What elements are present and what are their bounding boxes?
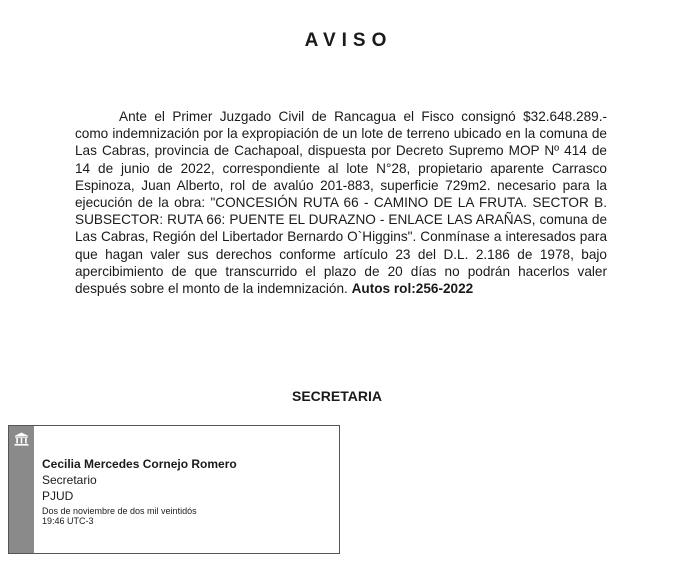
notice-body xyxy=(75,108,607,297)
signature-time: 19:46 UTC-3 xyxy=(42,516,94,526)
institution-icon xyxy=(14,432,29,446)
notice-title: AVISO xyxy=(304,30,393,51)
signer-name: Cecilia Mercedes Cornejo Romero xyxy=(42,457,237,471)
notice-paragraph: Ante el Primer Juzgado Civil de Rancagua el Fisco consignó $32.648.289.- como indemnización por la expropiación de un lote de terreno ubicado en la comuna de Las Cabras, provincia de Cachapoal, dispuesta por Decreto Supremo MOP Nº 414 de 14 de junio de 2022, correspondiente al lote N°28, propietario aparente Carrasco Espinoza, Juan Alberto, rol de avalúo 201-883, superficie 729m2. necesario para la ejecución de la obra: "CONCESIÓN RUTA 66 - CAMINO DE LA FRUTA. SECTOR B. SUBSECTOR: RUTA 66: PUENTE EL DURAZNO - ENLACE LAS ARAÑAS, comuna de Las Cabras, Región del Libertador Bernardo O`Higgins". Conmínase a interesados para que hagan valer sus derechos conforme artículo 23 del D.L. 2.186 de 1978, bajo apercibimiento de que transcurrido el plazo de 20 días no podrán hacerlos valer después sobre el monto de la indemnización. xyxy=(75,109,607,297)
signature-side-bar xyxy=(9,426,34,553)
case-reference: Autos rol:256-2022 xyxy=(351,281,474,297)
signature-date: Dos de noviembre de dos mil veintidós xyxy=(42,506,197,516)
signer-organization: PJUD xyxy=(42,489,74,503)
electronic-signature-box xyxy=(8,425,340,554)
signer-role: Secretario xyxy=(42,473,97,487)
office-heading: SECRETARIA xyxy=(292,388,382,404)
